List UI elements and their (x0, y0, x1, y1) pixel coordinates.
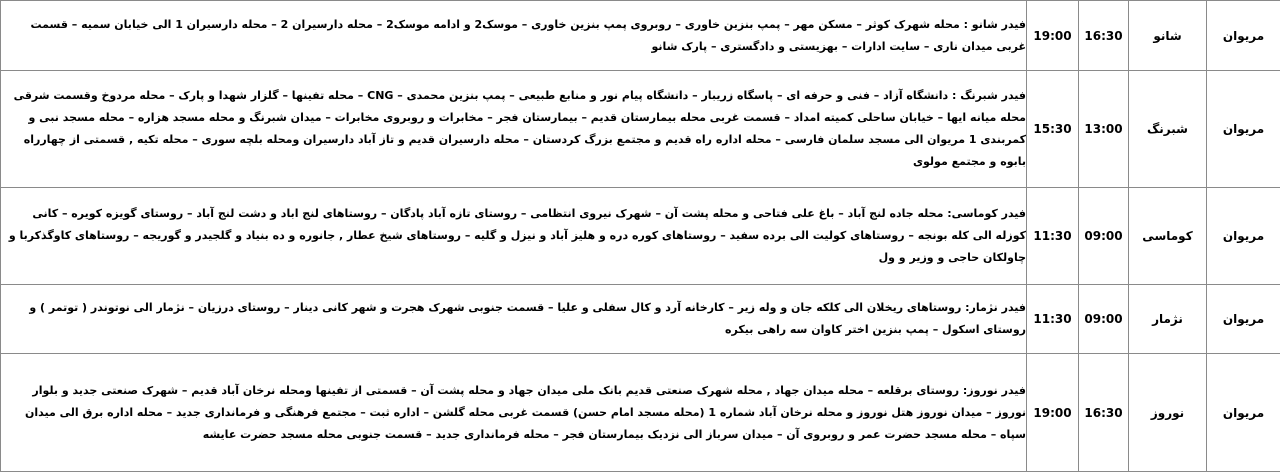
end-time-cell: 11:30 (1027, 285, 1079, 354)
end-time-cell: 15:30 (1027, 71, 1079, 188)
end-time-cell: 19:00 (1027, 1, 1079, 71)
start-time-cell: 16:30 (1079, 1, 1129, 71)
city-cell: مریوان (1207, 285, 1280, 354)
feeder-cell: کوماسی (1129, 188, 1207, 285)
table-row (1, 188, 1280, 285)
table-row (1, 71, 1280, 188)
start-time-cell: 16:30 (1079, 354, 1129, 472)
area-description-cell: فیدر نوروز: روستای برقلعه – محله میدان جهاد , محله شهرک صنعتی قدیم بانک ملی میدان جهاد و محله پشت آن – قسمتی از تفینها ومحله نرخان آباد قدیم – شهرک صنعتی جدید و بلوار نوروز – میدان نوروز هتل نوروز و محله نرخان آباد شماره 1 (محله مسجد امام حسن) قسمت غربی محله گلشن – اداره ثبت – مجتمع فرهنگی و فرمانداری جدید – محله اداره برق الی میدان سپاه – محله مسجد حضرت عمر و روبروی آن – میدان سرباز الی نزدیک بیمارستان فجر – محله فرمانداری جدید – قسمت جنوبی محله مسجد حضرت عایشه (1, 354, 1027, 472)
start-time-cell: 09:00 (1079, 285, 1129, 354)
table-row (1, 285, 1280, 354)
start-time-cell: 09:00 (1079, 188, 1129, 285)
city-cell: مریوان (1207, 188, 1280, 285)
city-cell: مریوان (1207, 1, 1280, 71)
feeder-cell: نوروز (1129, 354, 1207, 472)
end-time-cell: 11:30 (1027, 188, 1079, 285)
area-description-cell: فیدر شانو : محله شهرک کوثر – مسکن مهر – پمپ بنزین خاوری – روبروی پمپ بنزین خاوری – موسک2 و ادامه موسک2 – محله دارسیران 2 – محله دارسیران 1 الی خیابان سمیه – قسمت غربی میدان ناری – سایت ادارات – بهزیستی و دادگستری – پارک شانو (1, 1, 1027, 71)
feeder-cell: شبرنگ (1129, 71, 1207, 188)
area-description-cell: فیدر شبرنگ : دانشگاه آزاد – فنی و حرفه ای – پاسگاه زریبار – دانشگاه پیام نور و منابع طبیعی – پمپ بنزین محمدی – CNG – محله تفینها – گلزار شهدا و پارک – محله مردوخ وقسمت شرقی محله میانه ایها – خیابان ساحلی کمیته امداد – قسمت غربی محله بیمارستان قدیم – بیمارستان فجر – مخابرات و روبروی مخابرات – میدان شبرنگ و محله مسجد هزاره – محله مسجد نبی و کمربندی 1 مریوان الی مسجد سلمان فارسی – محله اداره راه قدیم و مجتمع بزرگ کردستان – محله دارسیران قدیم و تاز آباد دارسیران ومحله بلچه سوری – محله تکیه , قسمتی از چهارراه بابوه و مجتمع مولوی (1, 71, 1027, 188)
start-time-cell: 13:00 (1079, 71, 1129, 188)
table-row (1, 1, 1280, 71)
end-time-cell: 19:00 (1027, 354, 1079, 472)
area-description-cell: فیدر نژمار: روستاهای ریخلان الی کلکه جان و وله زیر – کارخانه آرد و کال سفلی و علیا – قسمت جنوبی شهرک هجرت و شهر کانی دینار – روستای درزیان – نژمار الی نوتوندر ( توتمر ) و روستای اسکول – پمپ بنزین اختر کاوان سه راهی بیکره (1, 285, 1027, 354)
city-cell: مریوان (1207, 71, 1280, 188)
city-cell: مریوان (1207, 354, 1280, 472)
feeder-cell: شانو (1129, 1, 1207, 71)
area-description-cell: فیدر کوماسی: محله جاده لنج آباد – باغ علی فتاحی و محله پشت آن – شهرک نیروی انتظامی – روستای تازه آباد پادگان – روستاهای لنج اباد و دشت لنج آباد – روستای گویزه کویره – کانی کوزله الی کله بونجه – روستاهای کولیت الی برده سفید – روستاهای کوره دره و هلیز آباد و نیزل و گلیه – روستاهای شیخ عطار , جانوره و ده بنیاد و گلجیدر و گوریجه – روستاهای کاوگذکربا و چاولکان حاجی و وزیر و ول (1, 188, 1027, 285)
feeder-cell: نژمار (1129, 285, 1207, 354)
table-row (1, 354, 1280, 472)
